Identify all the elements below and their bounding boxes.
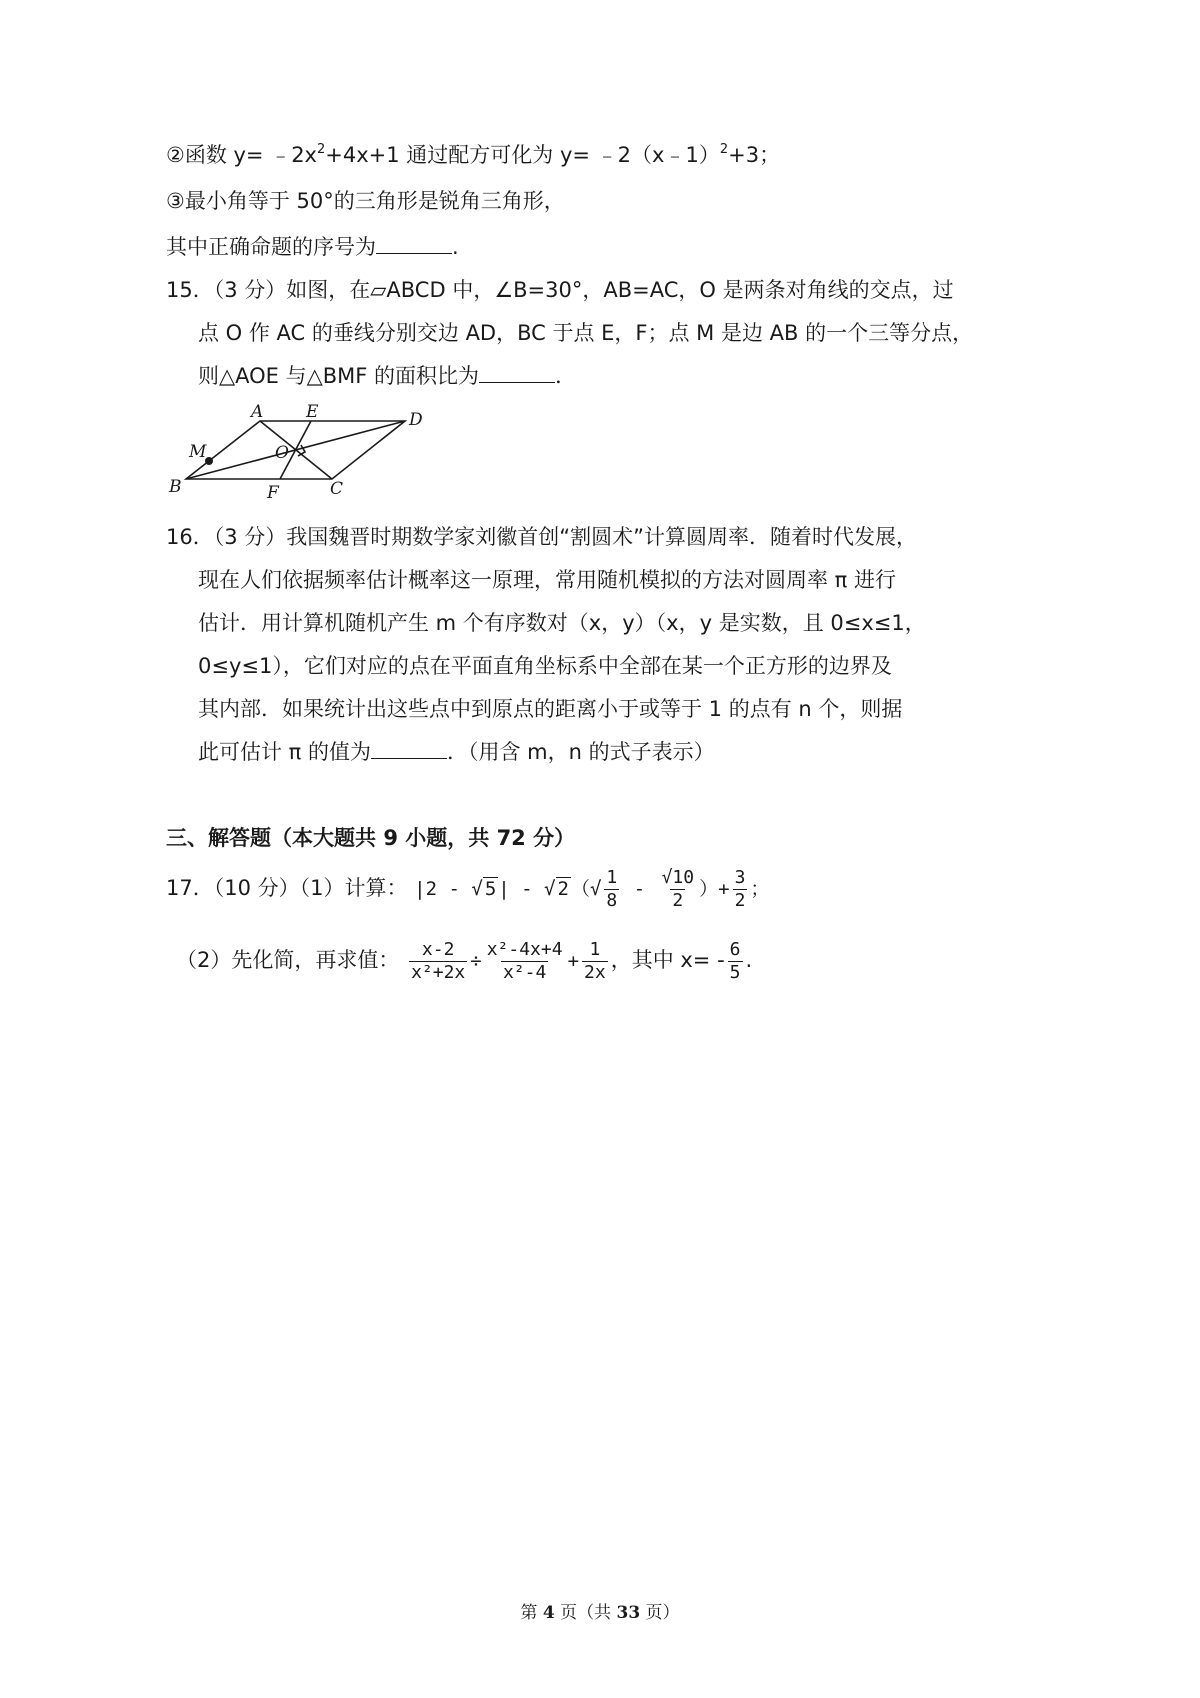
fraction-1-2x: $\frac{1}{2x}$ <box>584 939 606 983</box>
page-footer: 第 4 页（共 33 页） <box>520 1603 680 1623</box>
q15-line-3: 则△AOE 与△BMF 的面积比为 ． <box>198 364 577 388</box>
fraction-x-2: $\frac{x-2}{\text{x²+2x}}$ <box>411 939 466 983</box>
q16-line-6: 此可估计 π 的值为 ．（用含 m，n 的式子表示） <box>198 740 715 764</box>
label-f: F <box>267 483 279 503</box>
label-a: A <box>251 402 264 422</box>
parallelogram-figure <box>165 400 445 505</box>
fraction-quadratic: $\frac{\text{x²-4x+4}}{\text{x²-4}}$ <box>486 939 563 983</box>
fraction-1-8: $\frac{1}{8}$ <box>606 867 618 911</box>
label-d: D <box>409 410 423 430</box>
fraction-sqrt10-2: $\frac{√10}{2}$ <box>661 867 695 911</box>
q17-expression-2: $\frac{x-2}{\text{x²+2x}}$ ÷ $\frac{\text{x²-4x+4}}{\text{x²-4}}$ + $\frac{1}{2x}$ <box>411 939 606 983</box>
page-number: 4 <box>542 1603 555 1623</box>
q17-expression-1: |2 - √ 5 | - √ 2 （√ $\frac{1}{8}$ - $\frac{√10}{2}$ ）+ $\frac{3}{2}$ ； <box>414 867 770 911</box>
answer-blank <box>376 233 452 254</box>
label-m: M <box>189 442 207 462</box>
answer-prompt: 其中正确命题的序号为 . <box>166 235 459 259</box>
q17-part-2: （2）先化简，再求值： $\frac{x-2}{\text{x²+2x}}$ ÷ $\frac{\text{x²-4x+4}}{\text{x²-4}}$ + $\frac{1}{2x}$ ，其中 x= - $\frac{6}{5}$ . <box>176 939 753 983</box>
q17-part-1: 17．（10 分）（1）计算： |2 - √ 5 | - √ 2 （√ $\frac{1}{8}$ - $\frac{√10}{2}$ ）+ $\frac{3}{2}$ ； <box>166 867 770 911</box>
label-b: B <box>169 477 182 497</box>
label-e: E <box>306 402 319 422</box>
q16-line-3: 估计．用计算机随机产生 m 个有序数对（x，y）（x，y 是实数，且 0≤x≤1， <box>198 611 926 635</box>
page-total: 33 <box>616 1603 641 1623</box>
section-3-heading: 三、解答题（本大题共 9 小题，共 72 分） <box>166 826 576 850</box>
fraction-3-2: $\frac{3}{2}$ <box>734 867 746 911</box>
label-o: O <box>275 443 289 463</box>
statement-2: ②函数 $y= ﹣2x^2+4x+1$ 通过配方可化为 y= ﹣2（x﹣1）$^2$+3； <box>166 142 781 167</box>
q15-line-1: 15．（3 分）如图，在▱ABCD 中，∠B=30°，AB=AC，O 是两条对角线的交点，过 <box>166 278 954 302</box>
q15-answer-blank <box>479 362 555 383</box>
right-angle-mark <box>298 445 305 456</box>
q16-answer-blank <box>371 738 447 759</box>
label-c: C <box>330 479 344 499</box>
q15-line-2: 点 O 作 AC 的垂线分别交边 AD，BC 于点 E，F；点 M 是边 AB 的一个三等分点， <box>198 321 974 345</box>
fraction-6-5: $\frac{6}{5}$ <box>729 939 741 983</box>
q16-line-5: 其内部．如果统计出这些点中到原点的距离小于或等于 1 的点有 n 个，则据 <box>198 697 903 721</box>
q16-line-4: 0≤y≤1），它们对应的点在平面直角坐标系中全部在某一个正方形的边界及 <box>198 654 892 678</box>
statement-3: ③最小角等于 50°的三角形是锐角三角形， <box>166 189 565 213</box>
q16-line-2: 现在人们依据频率估计概率这一原理，常用随机模拟的方法对圆周率 π 进行 <box>198 568 896 592</box>
q16-line-1: 16．（3 分）我国魏晋时期数学家刘徽首创“割圆术”计算圆周率．随着时代发展， <box>166 525 918 549</box>
